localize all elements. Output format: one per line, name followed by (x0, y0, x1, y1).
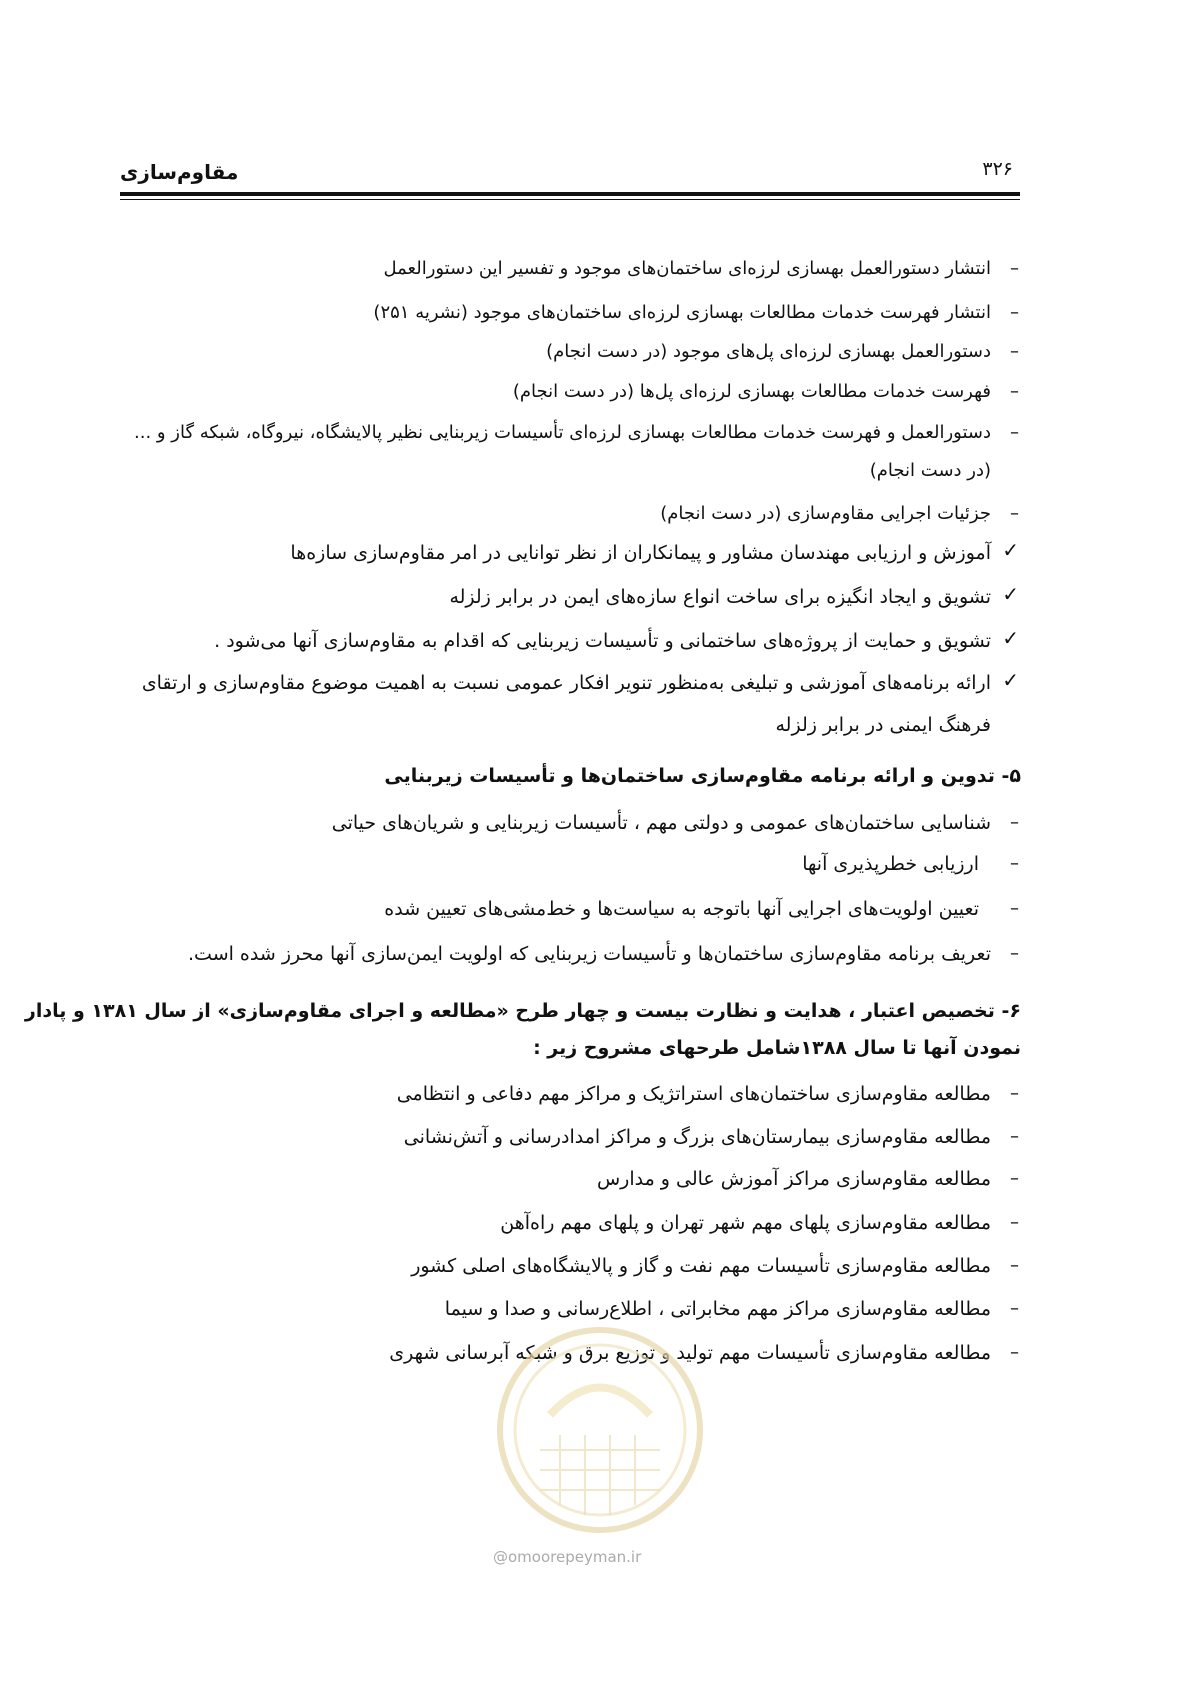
list-item: ارزیابی خطرپذیری آنها (802, 853, 979, 875)
list-item: انتشار فهرست خدمات مطالعات بهسازی لرزه‌ای ساختمان‌های موجود (نشریه ۲۵۱) (373, 302, 991, 323)
watermark-site-text: @omoorepeyman.ir (493, 1548, 642, 1566)
dash-marker: – (1010, 1298, 1019, 1319)
checkmark-icon: ✓ (1002, 668, 1019, 692)
dash-marker: – (1010, 943, 1019, 964)
dash-marker: – (1010, 302, 1019, 323)
dash-marker: – (1010, 812, 1019, 833)
dash-marker: – (1010, 1083, 1019, 1104)
list-item: تعریف برنامه مقاوم‌سازی ساختمان‌ها و تأسیسات زیربنایی که اولویت ایمن‌سازی آنها محرز شده است. (188, 943, 991, 965)
check-item: ارائه برنامه‌های آموزشی و تبلیغی به‌منظور تنویر افکار عمومی نسبت به اهمیت موضوع مقاوم‌سازی و ارتقای (141, 672, 991, 694)
list-item: مطالعه مقاوم‌سازی تأسیسات مهم نفت و گاز و پالایشگاه‌های اصلی کشور (411, 1255, 991, 1277)
dash-marker: – (1010, 341, 1019, 362)
dash-marker: – (1010, 503, 1019, 524)
section-heading: ۵- تدوین و ارائه برنامه مقاوم‌سازی ساختمان‌ها و تأسیسات زیربنایی (384, 765, 1021, 787)
list-item: مطالعه مقاوم‌سازی مراکز آموزش عالی و مدارس (596, 1168, 991, 1190)
check-item-continuation: فرهنگ ایمنی در برابر زلزله (775, 714, 991, 736)
list-item: مطالعه مقاوم‌سازی تأسیسات مهم تولید و توزیع برق و شبکه آبرسانی شهری (389, 1342, 991, 1364)
dash-marker: – (1010, 1212, 1019, 1233)
dash-marker: – (1010, 1255, 1019, 1276)
list-item: مطالعه مقاوم‌سازی مراکز مهم مخابراتی ، اطلاع‌رسانی و صدا و سیما (444, 1298, 991, 1320)
dash-marker: – (1010, 258, 1019, 279)
header-rule-thin (120, 199, 1020, 200)
watermark-seal-icon (490, 1320, 710, 1540)
check-item: آموزش و ارزیابی مهندسان مشاور و پیمانکاران از نظر توانایی در امر مقاوم‌سازی سازه‌ها (290, 542, 991, 564)
checkmark-icon: ✓ (1002, 538, 1019, 562)
list-item-continuation: (در دست انجام) (869, 460, 991, 481)
list-item: جزئیات اجرایی مقاوم‌سازی (در دست انجام) (660, 503, 991, 524)
list-item: تعیین اولویت‌های اجرایی آنها باتوجه به سیاست‌ها و خط‌مشی‌های تعیین شده (384, 898, 979, 920)
header-rule-thick (120, 192, 1020, 196)
list-item: دستورالعمل و فهرست خدمات مطالعات بهسازی لرزه‌ای تأسیسات زیربنایی نظیر پالایشگاه، نیروگاه، شبکه گاز و ... (134, 422, 991, 443)
dash-marker: – (1010, 1168, 1019, 1189)
dash-marker: – (1010, 381, 1019, 402)
page-number: ۳۲۶ (982, 158, 1013, 180)
list-item: دستورالعمل بهسازی لرزه‌ای پل‌های موجود (در دست انجام) (546, 341, 991, 362)
dash-marker: – (1010, 1342, 1019, 1363)
running-header-title: مقاوم‌سازی (120, 160, 239, 184)
list-item: مطالعه مقاوم‌سازی بیمارستان‌های بزرگ و مراکز امدادرسانی و آتش‌نشانی (403, 1126, 991, 1148)
list-item: فهرست خدمات مطالعات بهسازی لرزه‌ای پل‌ها (در دست انجام) (512, 381, 991, 402)
list-item: انتشار دستورالعمل بهسازی لرزه‌ای ساختمان‌های موجود و تفسیر این دستورالعمل (383, 258, 991, 279)
dash-marker: – (1010, 853, 1019, 874)
checkmark-icon: ✓ (1002, 626, 1019, 650)
list-item: مطالعه مقاوم‌سازی پلهای مهم شهر تهران و پلهای مهم راه‌آهن (500, 1212, 991, 1234)
dash-marker: – (1010, 898, 1019, 919)
section-heading-continuation: نمودن آنها تا سال ۱۳۸۸شامل طرحهای مشروح زیر : (533, 1037, 1021, 1059)
checkmark-icon: ✓ (1002, 582, 1019, 606)
check-item: تشویق و حمایت از پروژه‌های ساختمانی و تأسیسات زیربنایی که اقدام به مقاوم‌سازی آنها می‌شود . (214, 630, 991, 652)
section-heading: ۶- تخصیص اعتبار ، هدایت و نظارت بیست و چهار طرح «مطالعه و اجرای مقاوم‌سازی» از سال ۱۳۸۱ و پادار (24, 1000, 1021, 1022)
check-item: تشویق و ایجاد انگیزه برای ساخت انواع سازه‌های ایمن در برابر زلزله (449, 586, 991, 608)
list-item: شناسایی ساختمان‌های عمومی و دولتی مهم ، تأسیسات زیربنایی و شریان‌های حیاتی (331, 812, 991, 834)
dash-marker: – (1010, 422, 1019, 443)
list-item: مطالعه مقاوم‌سازی ساختمان‌های استراتژیک و مراکز مهم دفاعی و انتظامی (396, 1083, 991, 1105)
dash-marker: – (1010, 1126, 1019, 1147)
